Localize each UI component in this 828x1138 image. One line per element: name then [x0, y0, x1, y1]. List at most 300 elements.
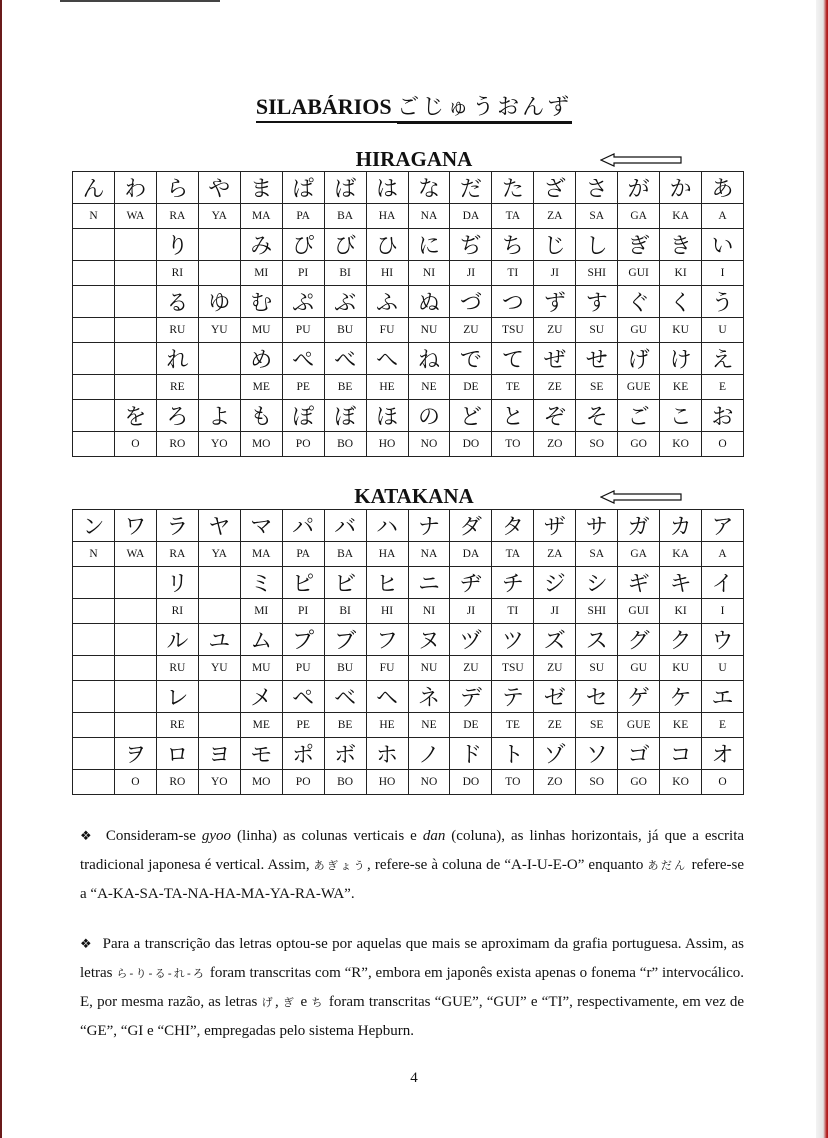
- kana-cell: と: [492, 400, 534, 432]
- romaji-cell: NI: [408, 599, 450, 624]
- romaji-cell: [73, 318, 115, 343]
- romaji-cell: KE: [660, 375, 702, 400]
- romaji-cell: SA: [576, 204, 618, 229]
- kana-cell: ド: [450, 738, 492, 770]
- romaji-cell: ZE: [534, 713, 576, 738]
- table-row: [73, 343, 744, 375]
- kana-cell: ぜ: [534, 343, 576, 375]
- kana-cell: リ: [156, 567, 198, 599]
- romaji-cell: ZO: [534, 770, 576, 795]
- romaji-cell: BO: [324, 770, 366, 795]
- kana-cell: み: [240, 229, 282, 261]
- kana-cell: ト: [492, 738, 534, 770]
- kana-cell: ユ: [198, 624, 240, 656]
- romaji-cell: NA: [408, 204, 450, 229]
- kana-cell: ゾ: [534, 738, 576, 770]
- romaji-cell: ZU: [534, 656, 576, 681]
- kana-cell: テ: [492, 681, 534, 713]
- table-row: [73, 375, 744, 400]
- romaji-cell: KO: [660, 432, 702, 457]
- romaji-cell: NI: [408, 261, 450, 286]
- kana-cell: だ: [450, 172, 492, 204]
- kana-cell: ル: [156, 624, 198, 656]
- romaji-cell: MA: [240, 542, 282, 567]
- romaji-cell: RO: [156, 770, 198, 795]
- kana-cell: ノ: [408, 738, 450, 770]
- kana-cell: た: [492, 172, 534, 204]
- romaji-cell: PI: [282, 261, 324, 286]
- romaji-cell: [114, 599, 156, 624]
- kana-cell: ヤ: [198, 510, 240, 542]
- romaji-cell: RE: [156, 713, 198, 738]
- kana-cell: [73, 400, 115, 432]
- kana-cell: ヒ: [366, 567, 408, 599]
- romaji-cell: RU: [156, 656, 198, 681]
- kana-cell: [73, 624, 115, 656]
- romaji-cell: GU: [618, 656, 660, 681]
- romaji-cell: U: [702, 656, 744, 681]
- kana-cell: レ: [156, 681, 198, 713]
- kana-cell: ゴ: [618, 738, 660, 770]
- romaji-cell: ZU: [450, 656, 492, 681]
- kana-cell: き: [660, 229, 702, 261]
- kana-cell: ス: [576, 624, 618, 656]
- romaji-cell: PU: [282, 318, 324, 343]
- romaji-cell: SE: [576, 375, 618, 400]
- romaji-cell: KI: [660, 599, 702, 624]
- kana-cell: ざ: [534, 172, 576, 204]
- kana-cell: [73, 286, 115, 318]
- kana-cell: ジ: [534, 567, 576, 599]
- romaji-cell: BI: [324, 599, 366, 624]
- katakana-heading: KATAKANA: [354, 484, 474, 508]
- romaji-cell: N: [73, 204, 115, 229]
- kana-cell: ベ: [324, 681, 366, 713]
- romaji-cell: GUE: [618, 375, 660, 400]
- kana-cell: う: [702, 286, 744, 318]
- table-row: [73, 567, 744, 599]
- kana-cell: ミ: [240, 567, 282, 599]
- romaji-cell: SE: [576, 713, 618, 738]
- romaji-cell: PU: [282, 656, 324, 681]
- kana-cell: ヂ: [450, 567, 492, 599]
- romaji-cell: RI: [156, 261, 198, 286]
- romaji-cell: [114, 656, 156, 681]
- kana-cell: め: [240, 343, 282, 375]
- text: Para a transcrição das letras optou-se por aquelas que mais se aproximam da grafia portuguesa. Assim, as letras: [80, 936, 745, 981]
- table-row: [73, 624, 744, 656]
- romaji-cell: PE: [282, 375, 324, 400]
- text: foram transcritas com “R”, embora em japonês exista apenas o fonema “r” intervocálico. E, por mesma razão, as letras: [80, 965, 744, 1010]
- table-row: [73, 229, 744, 261]
- romaji-cell: GUE: [618, 713, 660, 738]
- romaji-cell: MU: [240, 318, 282, 343]
- romaji-cell: I: [702, 261, 744, 286]
- kana-cell: ふ: [366, 286, 408, 318]
- romaji-cell: [114, 261, 156, 286]
- table-row: [73, 432, 744, 457]
- romaji-cell: MI: [240, 261, 282, 286]
- text: refere-se a “A-KA-SA-TA-NA-HA-MA-YA-RA-WA”.: [80, 857, 745, 902]
- romaji-cell: HA: [366, 204, 408, 229]
- romaji-cell: YA: [198, 204, 240, 229]
- table-row: [73, 510, 744, 542]
- hiragana-table: [72, 171, 744, 457]
- romaji-cell: HA: [366, 542, 408, 567]
- kana-cell: [198, 229, 240, 261]
- kana-cell: コ: [660, 738, 702, 770]
- kana-cell: [114, 343, 156, 375]
- kana-cell: [198, 567, 240, 599]
- kana-cell: こ: [660, 400, 702, 432]
- left-arrow-icon: [600, 490, 682, 504]
- title-text: SILABÁRIOS: [256, 94, 392, 123]
- table-row: [73, 713, 744, 738]
- kana-cell: ネ: [408, 681, 450, 713]
- kana-cell: ホ: [366, 738, 408, 770]
- romaji-cell: RE: [156, 375, 198, 400]
- kana-cell: け: [660, 343, 702, 375]
- kana-cell: [114, 567, 156, 599]
- romaji-cell: DE: [450, 713, 492, 738]
- kana-cell: ご: [618, 400, 660, 432]
- kana-cell: ヅ: [450, 624, 492, 656]
- table-row: [73, 738, 744, 770]
- romaji-cell: BU: [324, 318, 366, 343]
- kana-cell: セ: [576, 681, 618, 713]
- term-gyoo: gyoo: [201, 828, 232, 844]
- kana-cell: ハ: [366, 510, 408, 542]
- romaji-cell: GUI: [618, 261, 660, 286]
- romaji-cell: U: [702, 318, 744, 343]
- kana-cell: グ: [618, 624, 660, 656]
- romaji-cell: RA: [156, 204, 198, 229]
- romaji-cell: E: [702, 713, 744, 738]
- kana-cell: は: [366, 172, 408, 204]
- romaji-cell: NA: [408, 542, 450, 567]
- romaji-cell: HI: [366, 261, 408, 286]
- kana-cell: く: [660, 286, 702, 318]
- romaji-cell: DE: [450, 375, 492, 400]
- kana-cell: パ: [282, 510, 324, 542]
- text: , refere-se à coluna de “A-I-U-E-O” enquanto: [367, 857, 648, 873]
- kana-cell: し: [576, 229, 618, 261]
- romaji-cell: GA: [618, 204, 660, 229]
- text: ,: [274, 994, 283, 1010]
- romaji-cell: PE: [282, 713, 324, 738]
- romaji-cell: KI: [660, 261, 702, 286]
- kana-cell: ラ: [156, 510, 198, 542]
- kana-cell: キ: [660, 567, 702, 599]
- romaji-cell: SA: [576, 542, 618, 567]
- romaji-cell: A: [702, 542, 744, 567]
- romaji-cell: WA: [114, 542, 156, 567]
- kana-cell: ひ: [366, 229, 408, 261]
- romaji-cell: MO: [240, 770, 282, 795]
- page-edge-top: [60, 0, 220, 2]
- romaji-cell: BO: [324, 432, 366, 457]
- romaji-cell: ZA: [534, 204, 576, 229]
- kana-cell: メ: [240, 681, 282, 713]
- kana-cell: び: [324, 229, 366, 261]
- romaji-cell: MI: [240, 599, 282, 624]
- kana-cell: チ: [492, 567, 534, 599]
- kana-cell: ニ: [408, 567, 450, 599]
- romaji-cell: ZE: [534, 375, 576, 400]
- kana-cell: モ: [240, 738, 282, 770]
- romaji-cell: TO: [492, 432, 534, 457]
- kana-cell: ね: [408, 343, 450, 375]
- kana-cell: さ: [576, 172, 618, 204]
- kana-cell: ビ: [324, 567, 366, 599]
- romaji-cell: NU: [408, 656, 450, 681]
- romaji-cell: WA: [114, 204, 156, 229]
- romaji-cell: TI: [492, 599, 534, 624]
- romaji-cell: KE: [660, 713, 702, 738]
- kana-gi: ぎ: [282, 996, 297, 1009]
- romaji-cell: HE: [366, 375, 408, 400]
- kana-cell: げ: [618, 343, 660, 375]
- kana-cell: ウ: [702, 624, 744, 656]
- kana-cell: な: [408, 172, 450, 204]
- romaji-cell: TSU: [492, 656, 534, 681]
- romaji-cell: PA: [282, 204, 324, 229]
- romaji-cell: E: [702, 375, 744, 400]
- romaji-cell: HI: [366, 599, 408, 624]
- romaji-cell: KA: [660, 542, 702, 567]
- romaji-cell: [198, 375, 240, 400]
- text: (linha) as colunas verticais e: [231, 828, 423, 844]
- romaji-cell: PO: [282, 770, 324, 795]
- kana-cell: ぢ: [450, 229, 492, 261]
- romaji-cell: NE: [408, 375, 450, 400]
- romaji-cell: MA: [240, 204, 282, 229]
- table-row: [73, 286, 744, 318]
- romaji-cell: [198, 599, 240, 624]
- romaji-cell: O: [114, 770, 156, 795]
- kana-cell: サ: [576, 510, 618, 542]
- romaji-cell: DO: [450, 432, 492, 457]
- kana-cell: ぺ: [282, 343, 324, 375]
- text: e: [296, 994, 312, 1010]
- kana-cell: に: [408, 229, 450, 261]
- romaji-cell: KU: [660, 656, 702, 681]
- romaji-cell: TA: [492, 542, 534, 567]
- kana-cell: ナ: [408, 510, 450, 542]
- kana-cell: ヨ: [198, 738, 240, 770]
- romaji-cell: TSU: [492, 318, 534, 343]
- bullet-icon: ❖: [80, 829, 94, 844]
- kana-cell: ゆ: [198, 286, 240, 318]
- kana-cell: ポ: [282, 738, 324, 770]
- table-row: [73, 172, 744, 204]
- page-title: [0, 90, 828, 121]
- kana-cell: フ: [366, 624, 408, 656]
- kana-cell: ず: [534, 286, 576, 318]
- romaji-cell: ZA: [534, 542, 576, 567]
- kana-cell: ば: [324, 172, 366, 204]
- romaji-cell: [73, 713, 115, 738]
- kana-cell: デ: [450, 681, 492, 713]
- romaji-cell: KU: [660, 318, 702, 343]
- romaji-cell: [114, 318, 156, 343]
- kana-cell: へ: [366, 343, 408, 375]
- romaji-cell: TI: [492, 261, 534, 286]
- kana-cell: [73, 229, 115, 261]
- romaji-cell: DA: [450, 204, 492, 229]
- kana-cell: カ: [660, 510, 702, 542]
- kana-cell: ン: [73, 510, 115, 542]
- page-number: 4: [410, 1070, 418, 1086]
- romaji-cell: KA: [660, 204, 702, 229]
- kana-agyou: あぎょう: [313, 859, 367, 872]
- romaji-cell: HE: [366, 713, 408, 738]
- romaji-cell: GUI: [618, 599, 660, 624]
- text: foram transcritas “GUE”, “GUI” e “TI”, respectivamente, em vez de “GE”, “GI e “CHI”, empregadas pelo sistema Hepburn.: [80, 994, 745, 1039]
- kana-cell: て: [492, 343, 534, 375]
- kana-cell: ほ: [366, 400, 408, 432]
- romaji-cell: SU: [576, 656, 618, 681]
- romaji-cell: HO: [366, 770, 408, 795]
- bullet-icon: ❖: [80, 937, 93, 952]
- romaji-cell: MO: [240, 432, 282, 457]
- kana-cell: [114, 229, 156, 261]
- romaji-cell: JI: [534, 599, 576, 624]
- romaji-cell: YU: [198, 656, 240, 681]
- romaji-cell: PI: [282, 599, 324, 624]
- kana-cell: か: [660, 172, 702, 204]
- kana-cell: ろ: [156, 400, 198, 432]
- kana-cell: お: [702, 400, 744, 432]
- romaji-cell: ME: [240, 375, 282, 400]
- romaji-cell: FU: [366, 656, 408, 681]
- romaji-cell: YA: [198, 542, 240, 567]
- kana-cell: ヘ: [366, 681, 408, 713]
- romaji-cell: BU: [324, 656, 366, 681]
- kana-cell: プ: [282, 624, 324, 656]
- romaji-cell: SHI: [576, 261, 618, 286]
- kana-cell: ぷ: [282, 286, 324, 318]
- kana-cell: ぞ: [534, 400, 576, 432]
- romaji-cell: O: [114, 432, 156, 457]
- text: (coluna), as linhas horizontais, já que a escrita tradicional japonesa é vertical. Assim,: [80, 828, 745, 873]
- kana-cell: タ: [492, 510, 534, 542]
- kana-adan: あだん: [647, 859, 688, 872]
- kana-cell: [114, 624, 156, 656]
- table-row: [73, 204, 744, 229]
- table-row: [73, 261, 744, 286]
- romaji-cell: JI: [450, 261, 492, 286]
- romaji-cell: NO: [408, 432, 450, 457]
- kana-cell: ま: [240, 172, 282, 204]
- romaji-cell: SHI: [576, 599, 618, 624]
- kana-cell: [114, 681, 156, 713]
- kana-cell: ザ: [534, 510, 576, 542]
- kana-cell: ワ: [114, 510, 156, 542]
- kana-cell: を: [114, 400, 156, 432]
- kana-cell: ぽ: [282, 400, 324, 432]
- romaji-cell: [198, 261, 240, 286]
- left-arrow-icon: [600, 153, 682, 167]
- paragraph-gyoo-dan: [80, 822, 744, 908]
- kana-cell: [198, 343, 240, 375]
- kana-cell: ソ: [576, 738, 618, 770]
- kana-cell: ん: [73, 172, 115, 204]
- romaji-cell: FU: [366, 318, 408, 343]
- kana-cell: マ: [240, 510, 282, 542]
- romaji-cell: N: [73, 542, 115, 567]
- kana-cell: ぶ: [324, 286, 366, 318]
- kana-cell: ゼ: [534, 681, 576, 713]
- kana-cell: [114, 286, 156, 318]
- romaji-cell: RI: [156, 599, 198, 624]
- kana-cell: バ: [324, 510, 366, 542]
- romaji-cell: TE: [492, 375, 534, 400]
- kana-cell: イ: [702, 567, 744, 599]
- kana-cell: ら: [156, 172, 198, 204]
- romaji-cell: PO: [282, 432, 324, 457]
- title-kana: ごじゅうおんず: [397, 95, 572, 124]
- romaji-cell: BA: [324, 204, 366, 229]
- kana-cell: じ: [534, 229, 576, 261]
- kana-cell: あ: [702, 172, 744, 204]
- kana-cell: ア: [702, 510, 744, 542]
- romaji-cell: BE: [324, 375, 366, 400]
- kana-cell: ヲ: [114, 738, 156, 770]
- romaji-cell: YO: [198, 432, 240, 457]
- kana-cell: や: [198, 172, 240, 204]
- kana-cell: む: [240, 286, 282, 318]
- romaji-cell: JI: [534, 261, 576, 286]
- romaji-cell: [73, 656, 115, 681]
- kana-cell: ど: [450, 400, 492, 432]
- romaji-cell: BA: [324, 542, 366, 567]
- kana-cell: り: [156, 229, 198, 261]
- kana-cell: エ: [702, 681, 744, 713]
- kana-cell: れ: [156, 343, 198, 375]
- romaji-cell: GA: [618, 542, 660, 567]
- romaji-cell: TO: [492, 770, 534, 795]
- romaji-cell: O: [702, 432, 744, 457]
- romaji-cell: ZO: [534, 432, 576, 457]
- kana-cell: ム: [240, 624, 282, 656]
- kana-cell: す: [576, 286, 618, 318]
- kana-cell: ヌ: [408, 624, 450, 656]
- romaji-cell: A: [702, 204, 744, 229]
- romaji-cell: I: [702, 599, 744, 624]
- romaji-cell: BE: [324, 713, 366, 738]
- kana-cell: ボ: [324, 738, 366, 770]
- romaji-cell: [114, 375, 156, 400]
- romaji-cell: NE: [408, 713, 450, 738]
- romaji-cell: RO: [156, 432, 198, 457]
- kana-cell: べ: [324, 343, 366, 375]
- table-row: [73, 400, 744, 432]
- kana-cell: ぎ: [618, 229, 660, 261]
- romaji-cell: YO: [198, 770, 240, 795]
- kana-cell: ロ: [156, 738, 198, 770]
- romaji-cell: SO: [576, 432, 618, 457]
- romaji-cell: DO: [450, 770, 492, 795]
- kana-chi: ち: [311, 996, 325, 1009]
- romaji-cell: [114, 713, 156, 738]
- romaji-cell: NU: [408, 318, 450, 343]
- romaji-cell: GO: [618, 770, 660, 795]
- romaji-cell: RU: [156, 318, 198, 343]
- kana-r-row: ら-り-る-れ-ろ: [116, 967, 206, 980]
- kana-cell: ぬ: [408, 286, 450, 318]
- romaji-cell: MU: [240, 656, 282, 681]
